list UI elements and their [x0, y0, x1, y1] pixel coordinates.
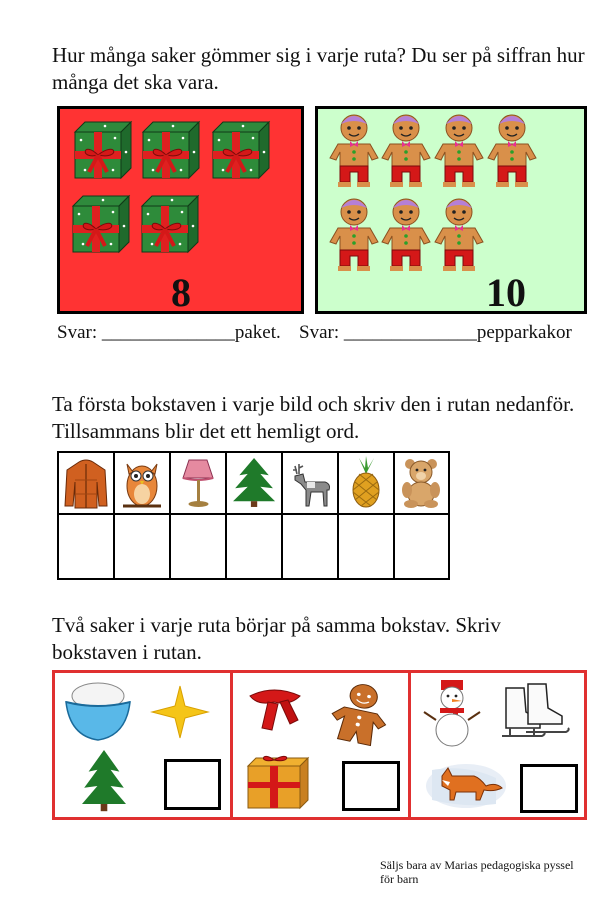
scarf-icon — [244, 684, 308, 736]
gingerbread-icon — [328, 198, 380, 272]
gift-icon — [75, 122, 133, 180]
fox-icon — [426, 756, 506, 810]
gingerbread-icon — [380, 114, 432, 188]
gingerbread-icon — [330, 683, 390, 749]
gingerbread-count-number: 10 — [486, 270, 526, 315]
letter-cell[interactable] — [282, 514, 338, 579]
owl-icon — [119, 456, 165, 510]
answer-gingerbread[interactable]: Svar: ______________pepparkakor — [299, 322, 572, 343]
answer-gifts[interactable]: Svar: ______________paket. — [57, 322, 281, 343]
letter-cell[interactable] — [338, 514, 394, 579]
fir-tree-icon — [232, 458, 276, 512]
letter-cell[interactable] — [170, 514, 226, 579]
letter-cell[interactable] — [114, 514, 170, 579]
instruction-2: Ta första bokstaven i varje bild och skriv den i rutan nedanför. Tillsammans blir det ett hemligt ord. — [52, 392, 575, 443]
group-divider — [408, 671, 411, 819]
gift-icon — [143, 122, 201, 180]
gingerbread-icon — [433, 114, 485, 188]
snowman-icon — [422, 678, 482, 748]
group-divider — [230, 671, 233, 819]
gingerbread-icon — [433, 198, 485, 272]
footer-credit: Säljs bara av Marias pedagogiska pyssel för barn — [380, 858, 574, 886]
fir-tree-icon — [82, 750, 128, 812]
pineapple-icon — [345, 456, 387, 510]
gingerbread-icon — [380, 198, 432, 272]
letter-cell[interactable] — [58, 514, 114, 579]
gift-icon — [142, 196, 200, 254]
ice-skates-icon — [500, 682, 572, 744]
gift-icon — [73, 196, 131, 254]
letter-cell[interactable] — [394, 514, 449, 579]
reindeer-icon — [285, 460, 335, 510]
star-icon — [150, 686, 210, 738]
gift-icon — [246, 754, 312, 810]
teddy-bear-icon — [398, 456, 444, 510]
lamp-icon — [175, 456, 221, 510]
gift-icon — [213, 122, 271, 180]
instruction-3: Två saker i varje ruta börjar på samma bokstav. Skriv bokstaven i rutan. — [52, 613, 501, 664]
gingerbread-icon — [486, 114, 538, 188]
letter-box[interactable] — [342, 761, 400, 811]
gingerbread-icon — [328, 114, 380, 188]
instruction-1: Hur många saker gömmer sig i varje ruta? Du ser på siffran hur många det ska vara. — [52, 43, 585, 94]
letter-box[interactable] — [520, 764, 578, 813]
bowl-icon — [64, 680, 134, 744]
jacket-icon — [63, 458, 109, 510]
gift-count-number: 8 — [171, 270, 191, 315]
letter-cell[interactable] — [226, 514, 282, 579]
letter-box[interactable] — [164, 759, 221, 810]
